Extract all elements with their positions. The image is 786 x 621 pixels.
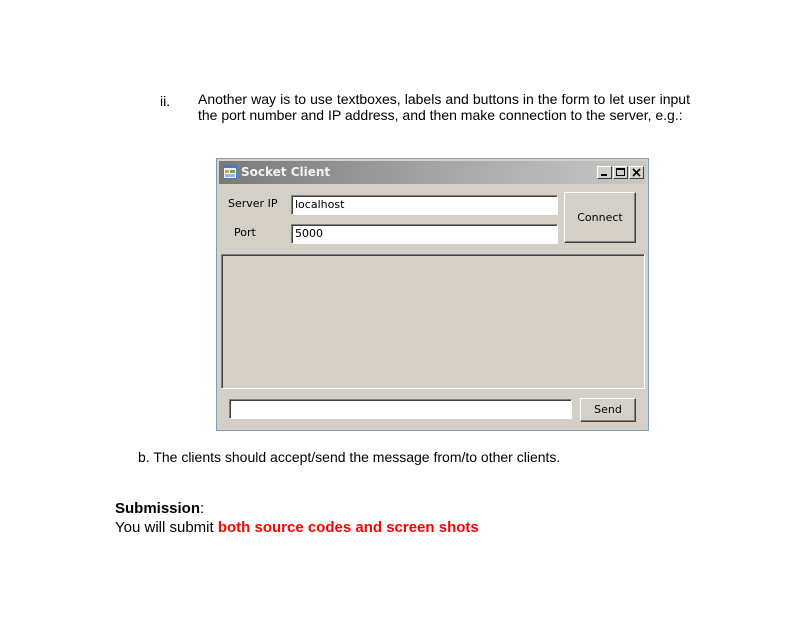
socket-client-window [216, 158, 649, 431]
app-form-icon [223, 165, 237, 179]
server-ip-label: Server IP [228, 197, 278, 210]
message-display-area [221, 254, 645, 389]
title-bar[interactable] [219, 161, 646, 184]
send-button[interactable]: Send [580, 398, 636, 422]
minimize-icon [599, 168, 610, 177]
submission-heading [115, 500, 204, 517]
maximize-button[interactable] [613, 166, 628, 179]
minimize-button[interactable] [597, 166, 612, 179]
port-input[interactable]: 5000 [291, 224, 558, 244]
submission-colon: : [200, 500, 205, 517]
list-marker-ii: ii. [160, 93, 171, 109]
server-ip-input[interactable]: localhost [291, 195, 558, 215]
connect-button[interactable]: Connect [564, 192, 636, 243]
submission-highlight: both source codes and screen shots [217, 519, 479, 536]
maximize-icon [615, 168, 626, 177]
port-label: Port [234, 226, 256, 239]
close-button[interactable] [629, 166, 644, 179]
message-input[interactable] [229, 399, 572, 419]
item-ii-paragraph: Another way is to use textboxes, labels and buttons in the form to let user input the port number and IP address, and then make connection to the server, e.g.: [198, 91, 690, 123]
submission-line [115, 519, 479, 536]
item-b-text: b. The clients should accept/send the message from/to other clients. [138, 449, 561, 465]
window-title: Socket Client [241, 165, 331, 179]
submission-prefix: You will submit [115, 519, 218, 536]
close-icon [631, 168, 642, 177]
submission-heading-text: Submission [115, 500, 201, 517]
